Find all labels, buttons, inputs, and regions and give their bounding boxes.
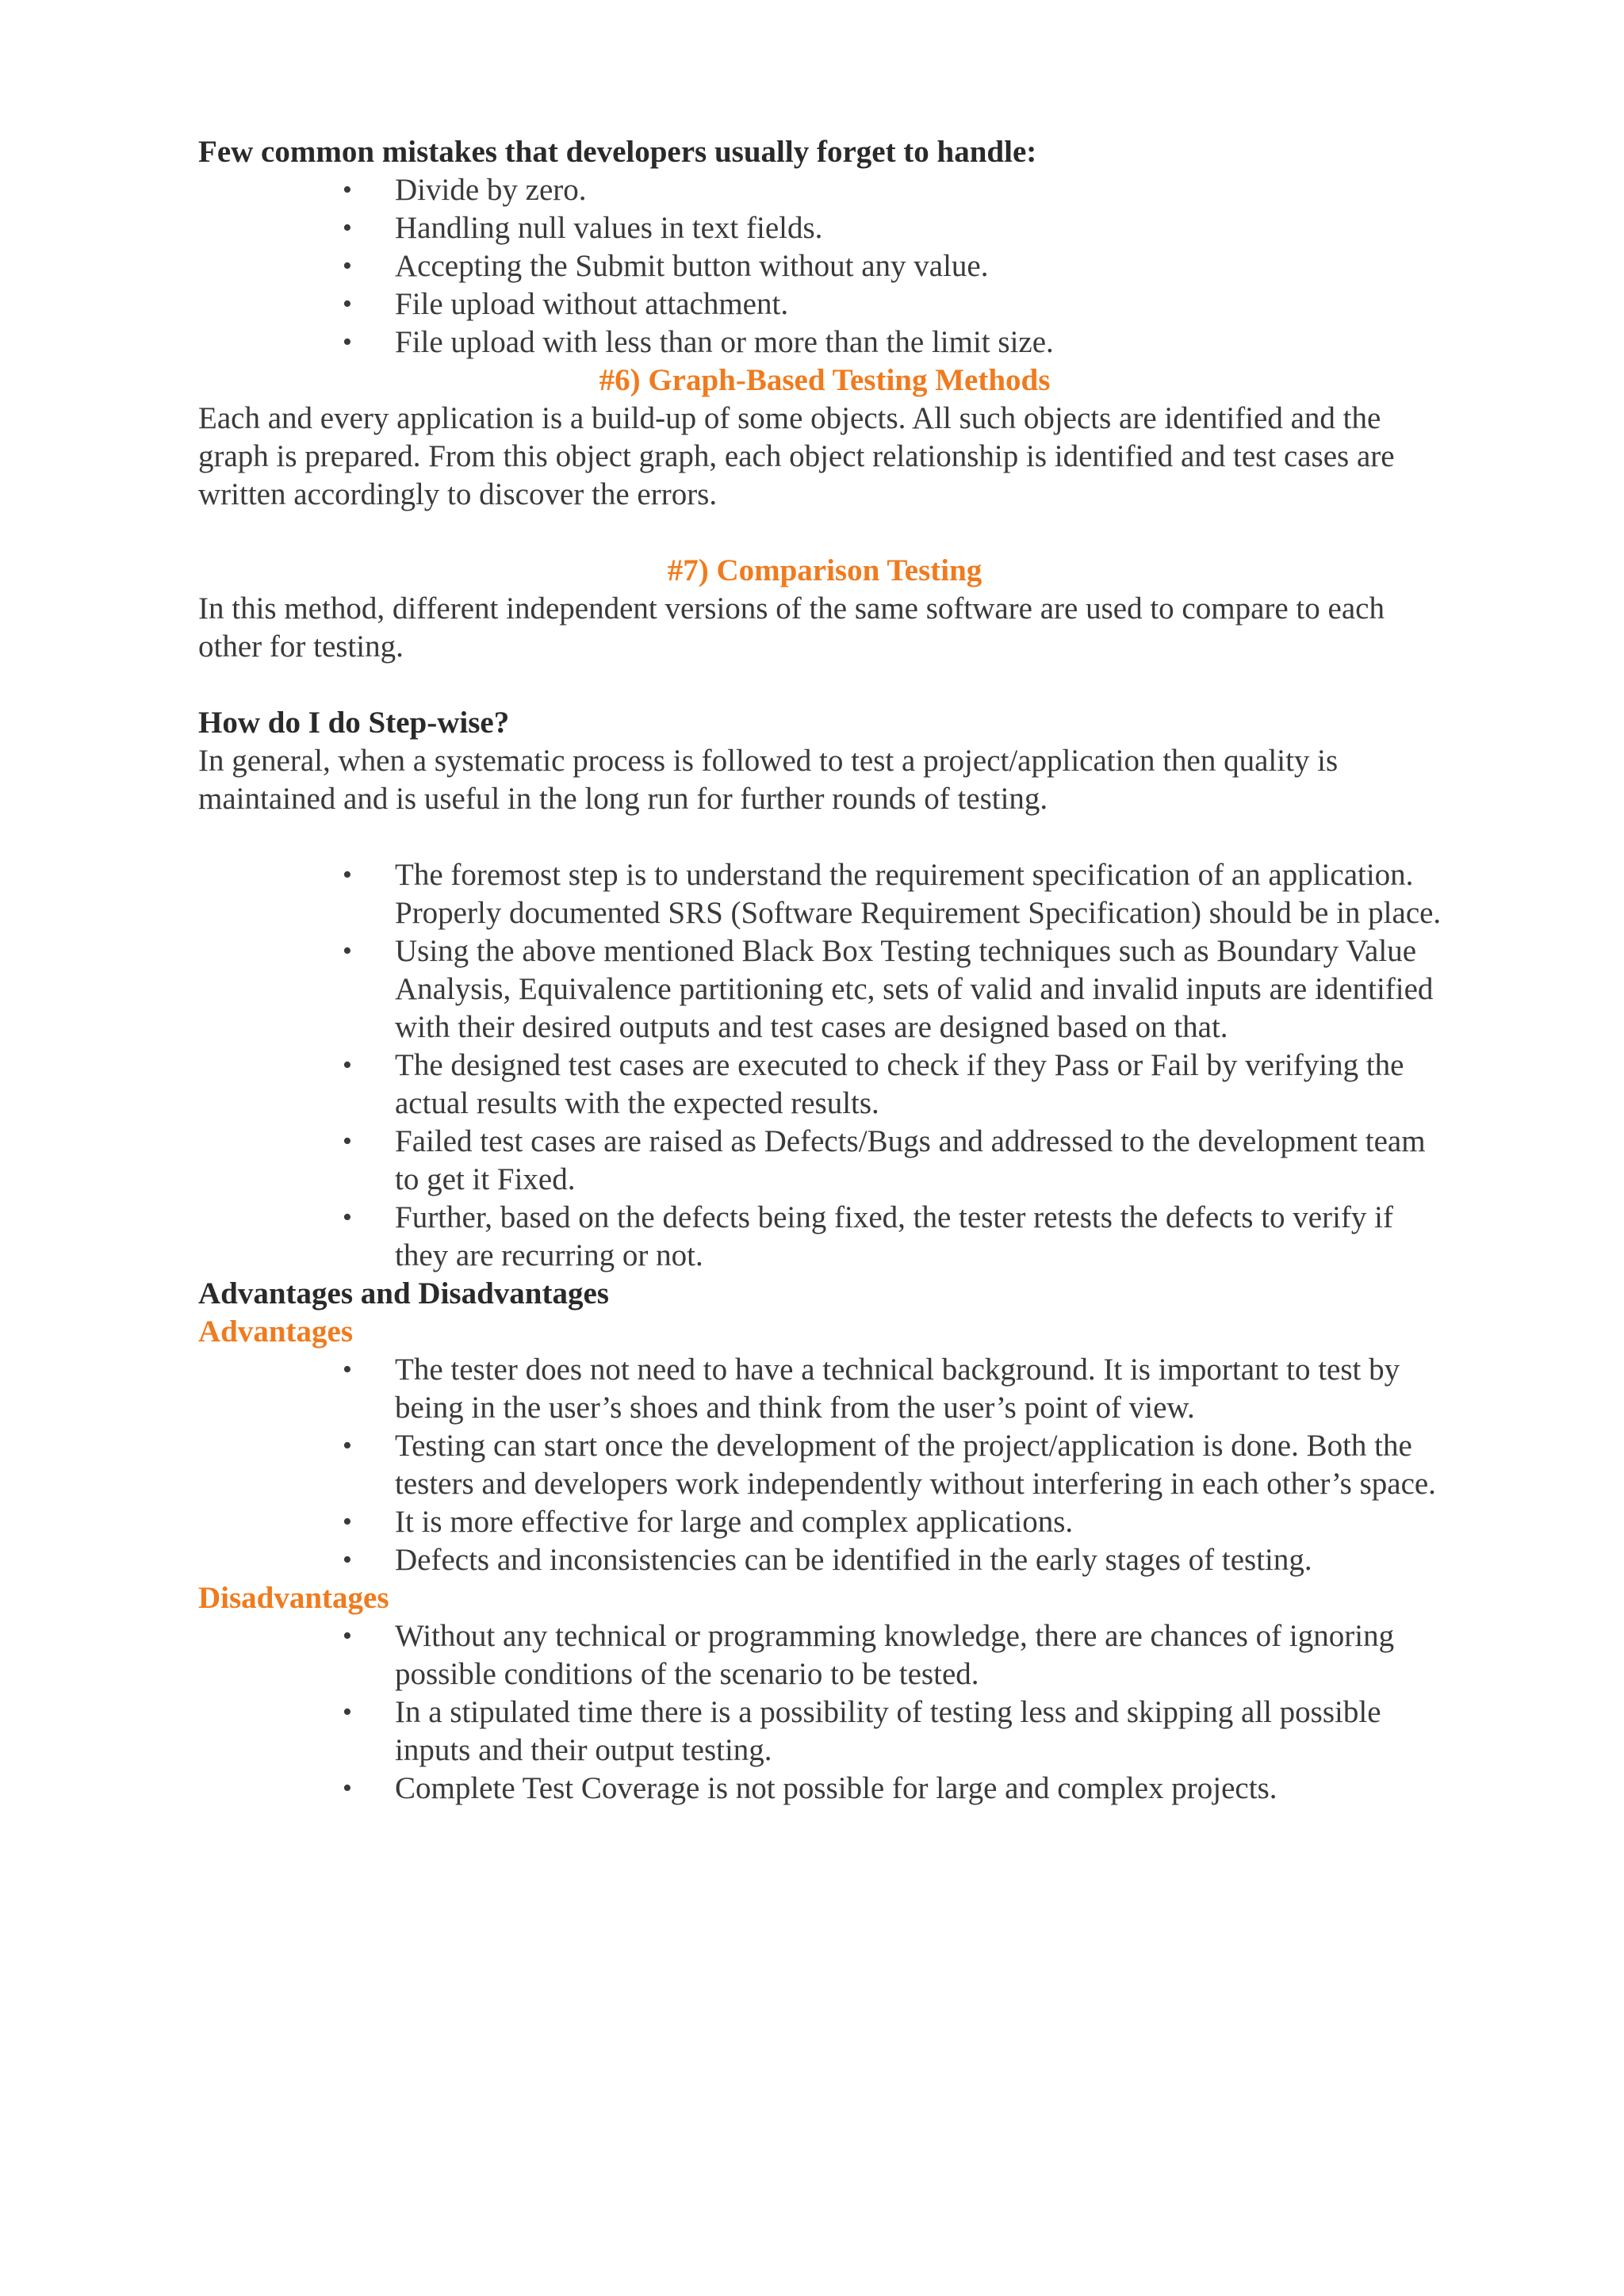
- comparison-paragraph: In this method, different independent versions of the same software are used to compare to each other for testing.: [198, 591, 1385, 664]
- graph-based-paragraph: Each and every application is a build-up of some objects. All such objects are identified and the graph is prepared. From this object graph, each object relationship is identified and test cases are written accordingly to discover the errors.: [198, 401, 1395, 511]
- spacer: [198, 666, 1451, 704]
- list-item: • Accepting the Submit button without any value.: [198, 247, 1451, 285]
- stepwise-list: [198, 856, 1451, 1275]
- spacer: [198, 514, 1451, 552]
- graph-based-heading: #6) Graph-Based Testing Methods: [599, 363, 1051, 397]
- list-item: • The foremost step is to understand the requirement specification of an application. Properly documented SRS (Software Requirement Specification) should be in place.: [198, 856, 1451, 932]
- list-item: • Handling null values in text fields.: [198, 209, 1451, 247]
- list-item: • In a stipulated time there is a possibility of testing less and skipping all possible inputs and their output testing.: [198, 1693, 1451, 1770]
- list-item: • The tester does not need to have a technical background. It is important to test by being in the user’s shoes and think from the user’s point of view.: [198, 1351, 1451, 1427]
- list-item: • It is more effective for large and complex applications.: [198, 1503, 1451, 1541]
- stepwise-paragraph: In general, when a systematic process is followed to test a project/application then quality is maintained and is useful in the long run for further rounds of testing.: [198, 744, 1339, 816]
- list-item: • Divide by zero.: [198, 171, 1451, 209]
- disadvantages-heading: Disadvantages: [198, 1581, 389, 1615]
- list-item: • Defects and inconsistencies can be identified in the early stages of testing.: [198, 1541, 1451, 1579]
- mistakes-list: [198, 171, 1451, 362]
- document-page: [198, 133, 1451, 1808]
- list-item: • File upload with less than or more than the limit size.: [198, 323, 1451, 362]
- list-item: • Complete Test Coverage is not possible for large and complex projects.: [198, 1770, 1451, 1808]
- advantages-heading: Advantages: [198, 1314, 354, 1349]
- list-item: • File upload without attachment.: [198, 285, 1451, 323]
- disadvantages-list: [198, 1617, 1451, 1808]
- list-item: • Further, based on the defects being fixed, the tester retests the defects to verify if they are recurring or not.: [198, 1199, 1451, 1275]
- mistakes-heading: Few common mistakes that developers usually forget to handle:: [198, 135, 1037, 169]
- list-item: • Without any technical or programming knowledge, there are chances of ignoring possible conditions of the scenario to be tested.: [198, 1617, 1451, 1693]
- list-item: • The designed test cases are executed to check if they Pass or Fail by verifying the actual results with the expected results.: [198, 1047, 1451, 1123]
- stepwise-heading: How do I do Step-wise?: [198, 706, 510, 740]
- comparison-heading: #7) Comparison Testing: [667, 553, 982, 587]
- list-item: • Failed test cases are raised as Defects/Bugs and addressed to the development team to get it Fixed.: [198, 1123, 1451, 1199]
- list-item: • Testing can start once the development of the project/application is done. Both the testers and developers work independently without interfering in each other’s space.: [198, 1427, 1451, 1503]
- adv-disadv-heading: Advantages and Disadvantages: [198, 1276, 609, 1311]
- list-item: • Using the above mentioned Black Box Testing techniques such as Boundary Value Analysis, Equivalence partitioning etc, sets of valid and invalid inputs are identified with their desired outputs and test cases are designed based on that.: [198, 932, 1451, 1047]
- advantages-list: [198, 1351, 1451, 1579]
- spacer: [198, 818, 1451, 856]
